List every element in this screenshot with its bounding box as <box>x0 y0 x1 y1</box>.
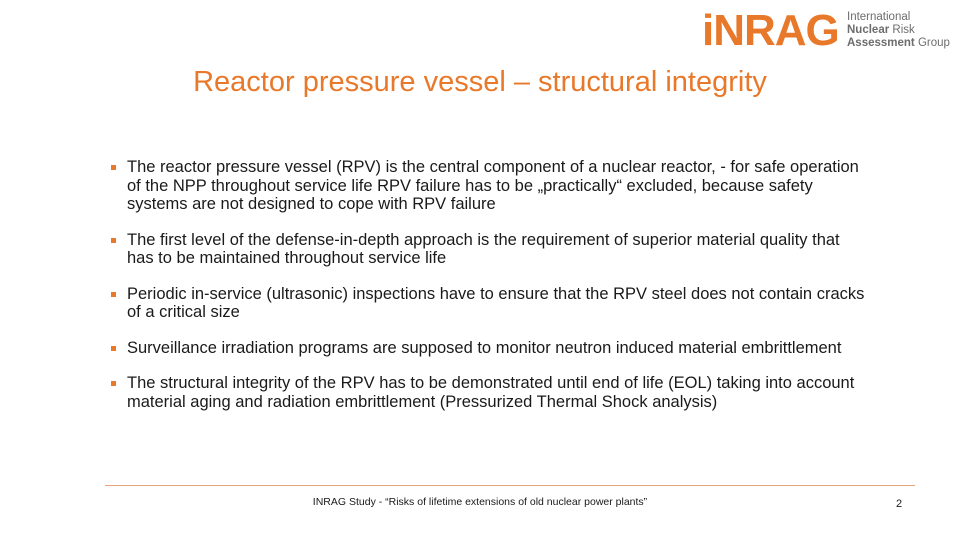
bullet-text: The reactor pressure vessel (RPV) is the central component of a nuclear reactor, - for safe operation of the NPP throughout service life RPV failure has to be „practically“ excluded, because safety systems are not designed to cope with RPV failure <box>127 158 859 213</box>
bullet-item <box>110 231 870 268</box>
square-bullet-icon <box>111 238 116 243</box>
bullet-text: Periodic in-service (ultrasonic) inspections have to ensure that the RPV steel does not contain cracks of a critical size <box>127 284 865 321</box>
square-bullet-icon <box>111 346 116 351</box>
logo-mark: iNRAG <box>702 6 839 55</box>
bullet-item <box>110 285 870 322</box>
slide-title: Reactor pressure vessel – structural integrity <box>193 66 767 98</box>
bullet-item <box>110 158 870 214</box>
footer-divider <box>105 485 915 486</box>
inrag-logo <box>702 8 954 54</box>
logo-line-1: International <box>847 11 911 23</box>
bullet-text: Surveillance irradiation programs are supposed to monitor neutron induced material embrittlement <box>127 338 842 357</box>
footer-citation: INRAG Study - “Risks of lifetime extensions of old nuclear power plants” <box>312 496 648 508</box>
bullet-item <box>110 339 870 358</box>
square-bullet-icon <box>111 381 116 386</box>
bullet-list <box>110 158 870 428</box>
bullet-text: The structural integrity of the RPV has to be demonstrated until end of life (EOL) taking into account material aging and radiation embrittlement (Pressurized Thermal Shock analysis) <box>127 374 855 411</box>
page-number: 2 <box>896 498 903 510</box>
bullet-text: The first level of the defense-in-depth approach is the requirement of superior material quality that has to be maintained throughout service life <box>127 230 840 267</box>
logo-wordmark <box>847 11 950 50</box>
square-bullet-icon <box>111 292 116 297</box>
bullet-item <box>110 374 870 411</box>
logo-line-2: Nuclear Risk <box>847 24 915 36</box>
square-bullet-icon <box>111 165 116 170</box>
logo-line-3: Assessment Group <box>847 37 950 49</box>
